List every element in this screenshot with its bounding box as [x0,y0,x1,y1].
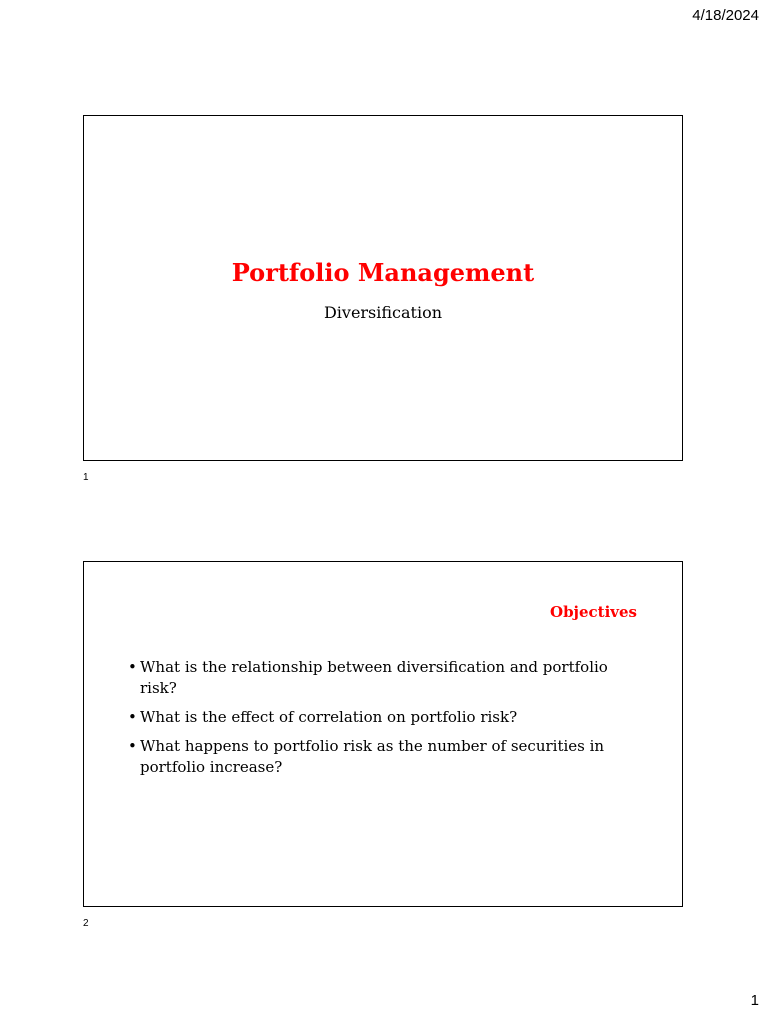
slide-2-frame [83,561,683,907]
objectives-heading: Objectives [550,603,637,621]
slide-subtitle: Diversification [323,303,443,322]
objective-text-3: What happens to portfolio risk as the number of securities in portfolio increase? [140,737,605,776]
objective-text-2: What is the effect of correlation on portfolio risk? [140,708,518,726]
objective-item-1 [128,657,608,699]
bullet-icon: • [128,737,137,755]
bullet-icon: • [128,708,137,726]
slide-1-frame [83,115,683,461]
bullet-icon: • [128,658,137,676]
objective-text-1: What is the relationship between diversification and portfolio risk? [140,658,608,697]
page-number: 1 [750,992,759,1009]
objective-item-3 [128,736,608,778]
slide-number-1: 1 [83,472,89,483]
print-date: 4/18/2024 [692,7,759,24]
objectives-list [128,657,608,786]
slide-title: Portfolio Management [231,258,535,287]
objective-item-2 [128,707,608,728]
slide-number-2: 2 [83,918,89,929]
